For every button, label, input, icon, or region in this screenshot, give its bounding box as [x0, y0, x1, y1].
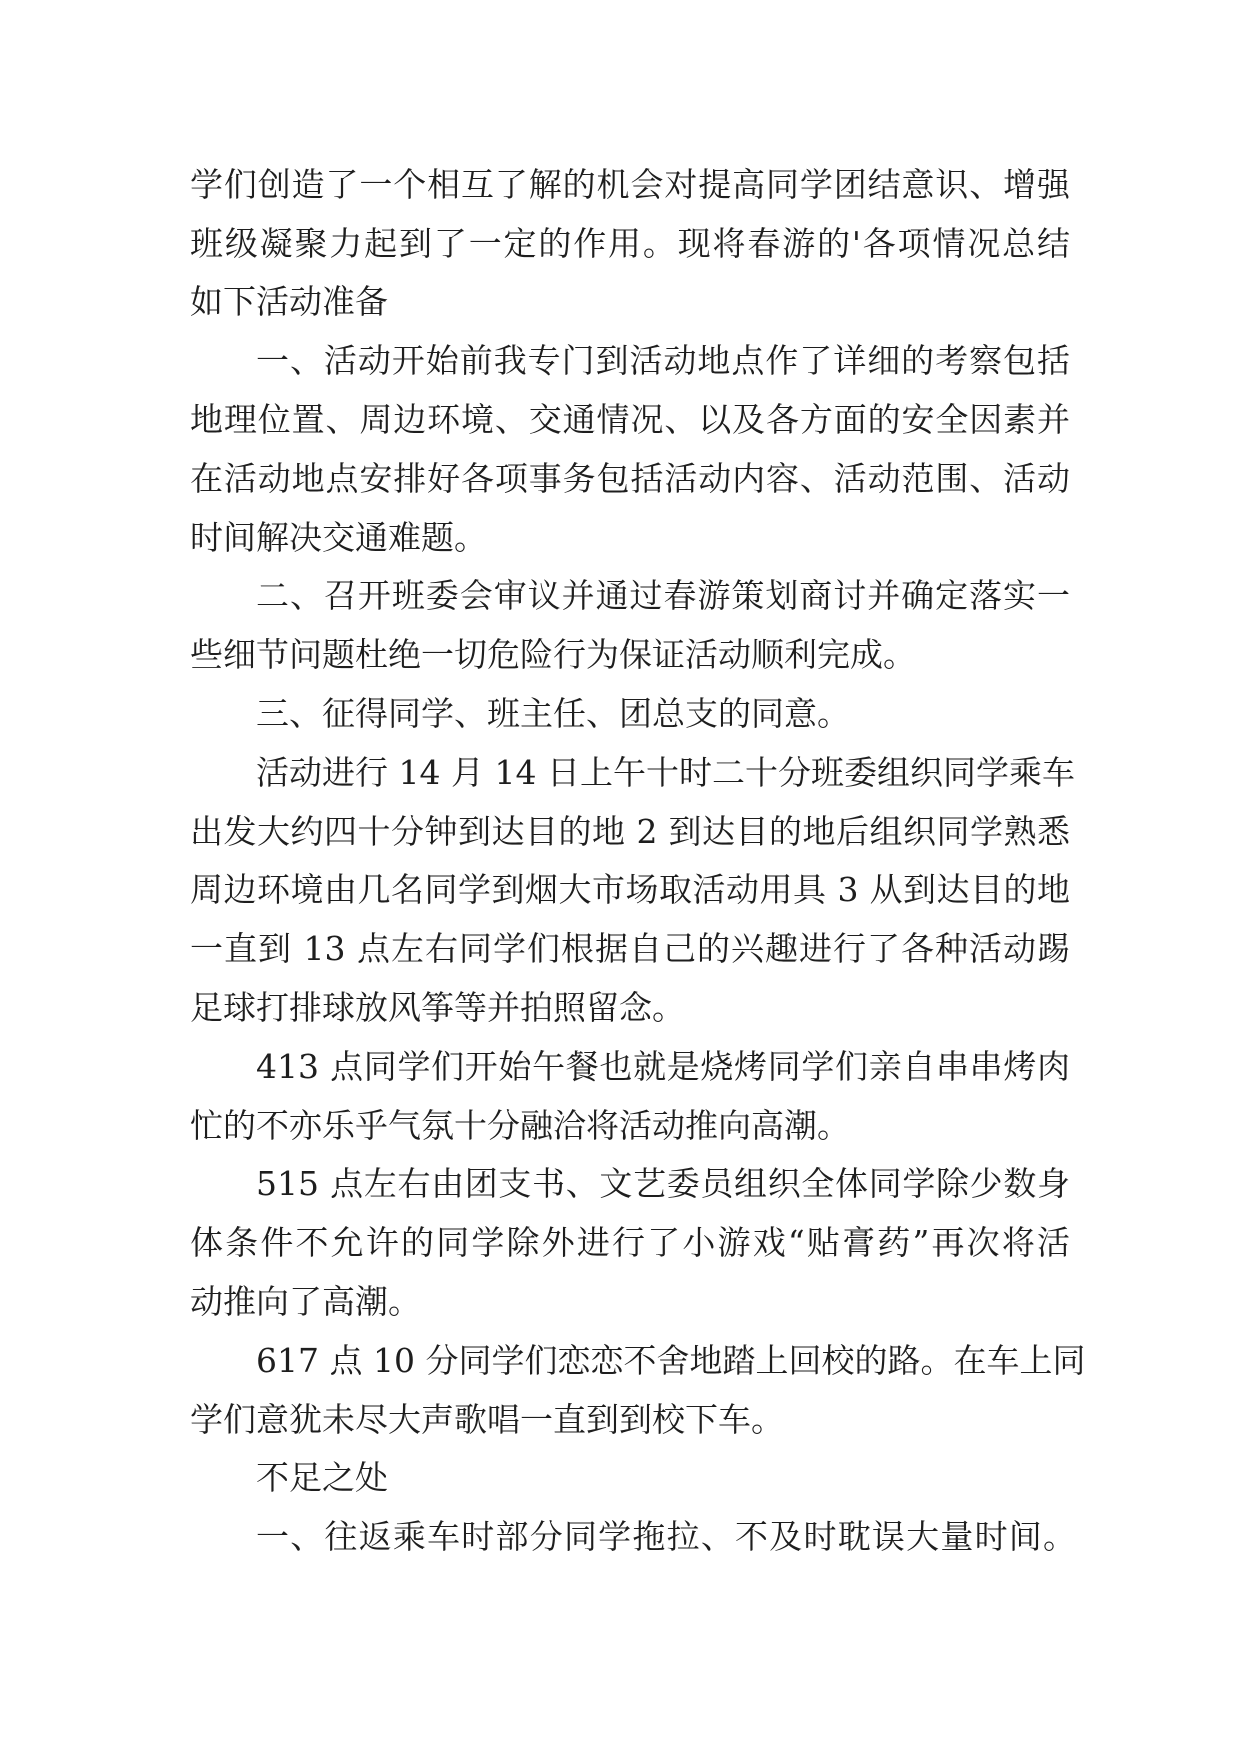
text-line-1: 学们创造了一个相互了解的机会对提高同学团结意识、增强 [190, 165, 1070, 204]
text-line-14: 一直到 13 点左右同学们根据自己的兴趣进行了各种活动踢 [190, 929, 1070, 968]
text-line-19: 体条件不允许的同学除外进行了小游戏“贴膏药”再次将活 [190, 1223, 1070, 1262]
text-line-16: 413 点同学们开始午餐也就是烧烤同学们亲自串串烤肉 [256, 1047, 1070, 1086]
text-line-9: 些细节问题杜绝一切危险行为保证活动顺利完成。 [190, 635, 916, 674]
text-line-12: 出发大约四十分钟到达目的地 2 到达目的地后组织同学熟悉 [190, 812, 1070, 851]
text-line-24: 一、往返乘车时部分同学拖拉、不及时耽误大量时间。 [256, 1517, 1076, 1556]
text-line-4: 一、活动开始前我专门到活动地点作了详细的考察包括 [256, 341, 1070, 380]
text-line-18: 515 点左右由团支书、文艺委员组织全体同学除少数身 [256, 1164, 1070, 1203]
text-line-6: 在活动地点安排好各项事务包括活动内容、活动范围、活动 [190, 459, 1070, 498]
text-line-2: 班级凝聚力起到了一定的作用。现将春游的'各项情况总结 [190, 224, 1070, 263]
text-line-8: 二、召开班委会审议并通过春游策划商讨并确定落实一 [256, 576, 1070, 615]
text-line-3: 如下活动准备 [190, 282, 388, 321]
text-line-22: 学们意犹未尽大声歌唱一直到到校下车。 [190, 1400, 784, 1439]
text-line-5: 地理位置、周边环境、交通情况、以及各方面的安全因素并 [190, 400, 1070, 439]
text-line-23: 不足之处 [256, 1458, 388, 1497]
text-line-20: 动推向了高潮。 [190, 1282, 421, 1321]
text-line-15: 足球打排球放风筝等并拍照留念。 [190, 988, 685, 1027]
text-line-17: 忙的不亦乐乎气氛十分融洽将活动推向高潮。 [190, 1106, 850, 1145]
text-line-7: 时间解决交通难题。 [190, 518, 487, 557]
text-line-21: 617 点 10 分同学们恋恋不舍地踏上回校的路。在车上同 [256, 1341, 1086, 1380]
text-line-13: 周边环境由几名同学到烟大市场取活动用具 3 从到达目的地 [190, 870, 1070, 909]
text-line-11: 活动进行 14 月 14 日上午十时二十分班委组织同学乘车 [256, 753, 1075, 792]
text-line-10: 三、征得同学、班主任、团总支的同意。 [256, 694, 850, 733]
